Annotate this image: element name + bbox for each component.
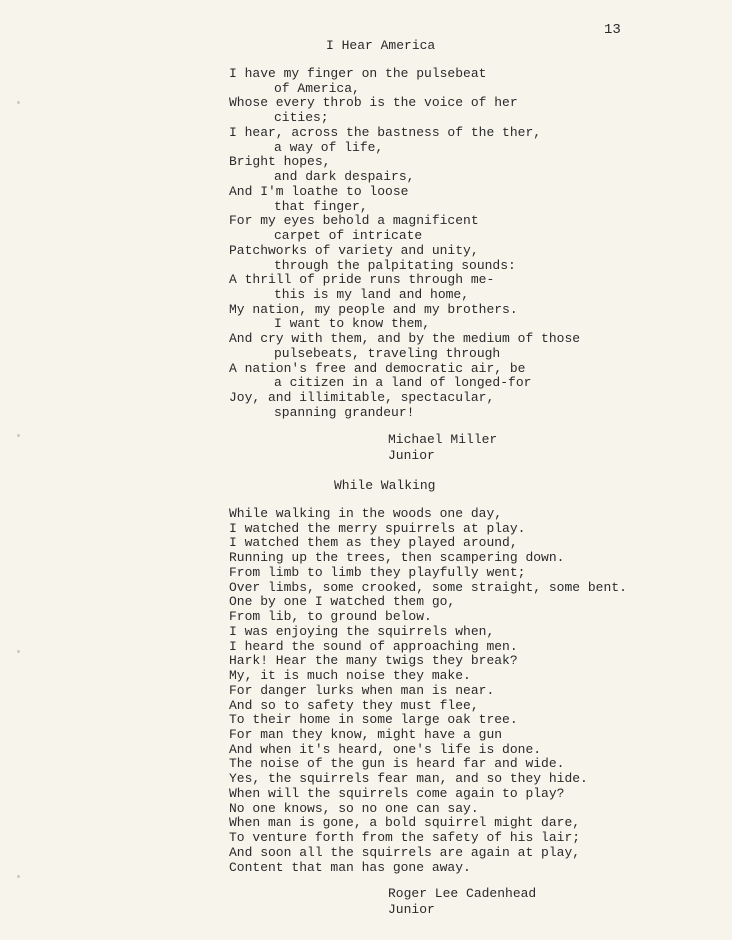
poem-line: I heard the sound of approaching men. [229,638,518,654]
poem-line: and dark despairs, [274,169,415,185]
poem-line: cities; [274,110,329,126]
poem-body [229,507,627,875]
paper-speck [17,101,20,104]
poem-body [229,67,580,421]
poem-line: Over limbs, some crooked, some straight, some bent. [229,579,627,595]
poem-line: Bright hopes, [229,154,331,170]
poem-line: When will the squirrels come again to play? [229,785,565,801]
poem-line: From lib, to ground below. [229,609,432,625]
poem-line: spanning grandeur! [274,404,415,420]
paper-speck [17,875,20,878]
poem-line: I was enjoying the squirrels when, [229,623,495,639]
author-grade: Junior [388,901,435,917]
poem-line: carpet of intricate [274,228,423,244]
poem-line: I watched them as they played around, [229,535,518,551]
poem-line: pulsebeats, traveling through [274,345,501,361]
poem-title: While Walking [334,478,436,493]
poem-line: And I'm loathe to loose [229,183,409,199]
poem-line: through the palpitating sounds: [274,257,516,273]
poem-line: A thrill of pride runs through me- [229,272,495,288]
poem-line: a way of life, [274,139,384,155]
poem-line: To their home in some large oak tree. [229,712,518,728]
page-number: 13 [604,22,621,38]
poem-line: a citizen in a land of longed-for [274,375,532,391]
poem-line: I hear, across the bastness of the ther, [229,124,542,140]
poem-line: No one knows, so no one can say. [229,800,479,816]
poem-line: My, it is much noise they make. [229,668,471,684]
poem-byline [388,886,536,917]
poem-line: Patchworks of variety and unity, [229,242,479,258]
poem-line: And when it's heard, one's life is done. [229,741,542,757]
poem-line: this is my land and home, [274,287,470,303]
poem-line: And so to safety they must flee, [229,697,479,713]
poem-line: To venture forth from the safety of his lair; [229,830,581,846]
poem-line: I want to know them, [274,316,431,332]
poem-line: My nation, my people and my brothers. [229,301,518,317]
paper-speck [17,434,20,437]
poem-line: Running up the trees, then scampering down. [229,550,565,566]
poem-line: A nation's free and democratic air, be [229,360,526,376]
poem-line: I have my finger on the pulsebeat [229,66,487,81]
poem-line: For my eyes behold a magnificent [229,213,479,229]
paper-speck [17,650,20,653]
poem-line: that finger, [274,198,368,214]
poem-line: From limb to limb they playfully went; [229,564,526,580]
poem-line: While walking in the woods one day, [229,506,503,521]
poem-line: Joy, and illimitable, spectacular, [229,390,495,406]
author-name: Michael Miller [388,432,498,447]
poem-line: Yes, the squirrels fear man, and so they hide. [229,771,588,787]
poem-title: I Hear America [326,38,436,53]
poem-byline [388,432,497,463]
poem-line: One by one I watched them go, [229,594,456,610]
poem-line: of America, [274,80,360,96]
poem-line: Hark! Hear the many twigs they break? [229,653,518,669]
poem-line: And soon all the squirrels are again at play, [229,844,581,860]
poem-line: For danger lurks when man is near. [229,682,495,698]
poem-line: The noise of the gun is heard far and wide. [229,756,565,772]
poem-line: And cry with them, and by the medium of those [229,331,581,347]
poem-line: Content that man has gone away. [229,859,471,875]
poem-line: Whose every throb is the voice of her [229,95,518,111]
author-grade: Junior [388,447,435,463]
author-name: Roger Lee Cadenhead [388,886,537,901]
poem-line: When man is gone, a bold squirrel might dare, [229,815,581,831]
poem-line: I watched the merry spuirrels at play. [229,520,526,536]
poem-line: For man they know, might have a gun [229,727,503,743]
